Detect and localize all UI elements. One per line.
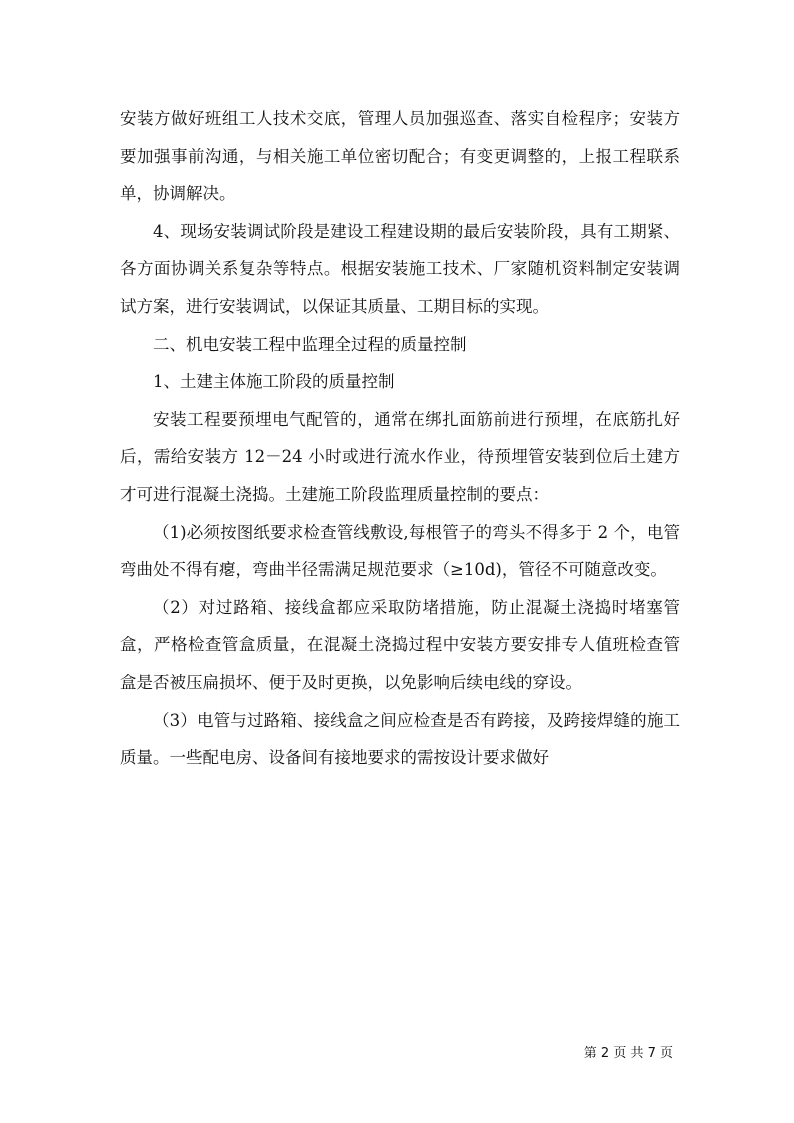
paragraph-body: 安装工程要预埋电气配管的，通常在绑扎面筋前进行预埋，在底筋扎好后，需给安装方 12－24 小时或进行流水作业，待预埋管安装到位后土建方才可进行混凝土浇捣。土建施工阶段监理质量控制的要点： — [120, 409, 680, 504]
paragraph-continuation: 安装方做好班组工人技术交底，管理人员加强巡查、落实自检程序；安装方要加强事前沟通，与相关施工单位密切配合；有变更调整的，上报工程联系单，协调解决。 — [120, 109, 680, 204]
page-number-footer: 第 2 页 共 7 页 — [583, 1046, 673, 1061]
document-body — [120, 100, 680, 777]
subsection-heading-1: 1、土建主体施工阶段的质量控制 — [153, 372, 395, 392]
paragraph-point-2: （2）对过路箱、接线盒都应采取防堵措施，防止混凝土浇捣时堵塞管盒，严格检查管盒质量，在混凝土浇捣过程中安装方要安排专人值班检查管盒是否被压扁损坏、便于及时更换，以免影响后续电线的穿设。 — [120, 597, 680, 692]
paragraph-point-1: （1)必须按图纸要求检查管线敷设,每根管子的弯头不得多于 2 个，电管弯曲处不得有瘪，弯曲半径需满足规范要求（≥10d)，管径不可随意改变。 — [120, 522, 680, 580]
paragraph-point-3: （3）电管与过路箱、接线盒之间应检查是否有跨接，及跨接焊缝的施工质量。一些配电房、设备间有接地要求的需按设计要求做好 — [120, 710, 680, 768]
paragraph-item-4: 4、现场安装调试阶段是建设工程建设期的最后安装阶段，具有工期紧、各方面协调关系复杂等特点。根据安装施工技术、厂家随机资料制定安装调试方案，进行安装调试，以保证其质量、工期目标的实现。 — [120, 221, 680, 316]
section-heading-2: 二、机电安装工程中监理全过程的质量控制 — [153, 334, 467, 354]
